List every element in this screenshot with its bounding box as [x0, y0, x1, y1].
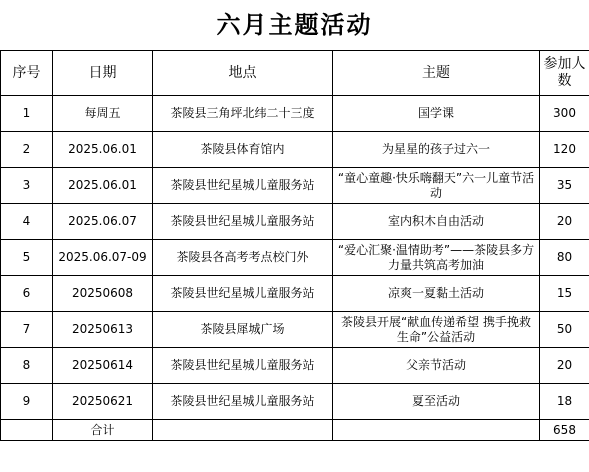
header-row: [1, 51, 589, 96]
cell-theme: “童心童趣·快乐嗨翻天”六一儿童节活动: [333, 168, 540, 204]
table-row: [1, 348, 589, 384]
table-row: [1, 96, 589, 132]
cell-date: 20250608: [53, 276, 153, 312]
header-date: 日期: [53, 51, 153, 96]
table-row: [1, 312, 589, 348]
table-row: [1, 384, 589, 420]
cell-date: 2025.06.07: [53, 204, 153, 240]
cell-location: 茶陵县三角坪北纬二十三度: [153, 96, 333, 132]
table-row: [1, 204, 589, 240]
cell-location: 茶陵县世纪星城儿童服务站: [153, 168, 333, 204]
total-row: [1, 420, 589, 441]
cell-index: 3: [1, 168, 53, 204]
cell-theme: 夏至活动: [333, 384, 540, 420]
table-row: [1, 240, 589, 276]
cell-location: 茶陵县世纪星城儿童服务站: [153, 384, 333, 420]
cell-location: 茶陵县犀城广场: [153, 312, 333, 348]
cell-index: 4: [1, 204, 53, 240]
cell-index: 7: [1, 312, 53, 348]
cell-participants: 18: [540, 384, 589, 420]
cell-theme: “爱心汇聚·温情助考”——茶陵县多方力量共筑高考加油: [333, 240, 540, 276]
header-location: 地点: [153, 51, 333, 96]
table-row: [1, 168, 589, 204]
cell-index: 6: [1, 276, 53, 312]
cell-date: 每周五: [53, 96, 153, 132]
table-row: [1, 276, 589, 312]
cell-theme: 凉爽一夏黏土活动: [333, 276, 540, 312]
cell-date: 2025.06.07-09: [53, 240, 153, 276]
total-index: [1, 420, 53, 441]
cell-participants: 15: [540, 276, 589, 312]
cell-date: 20250621: [53, 384, 153, 420]
cell-index: 5: [1, 240, 53, 276]
cell-participants: 50: [540, 312, 589, 348]
total-label: 合计: [53, 420, 153, 441]
cell-index: 9: [1, 384, 53, 420]
cell-location: 茶陵县世纪星城儿童服务站: [153, 276, 333, 312]
header-index: 序号: [1, 51, 53, 96]
cell-participants: 35: [540, 168, 589, 204]
total-value: 658: [540, 420, 589, 441]
cell-participants: 300: [540, 96, 589, 132]
cell-index: 1: [1, 96, 53, 132]
header-participants: 参加人数: [540, 51, 589, 96]
cell-theme: 为星星的孩子过六一: [333, 132, 540, 168]
cell-index: 2: [1, 132, 53, 168]
cell-location: 茶陵县世纪星城儿童服务站: [153, 348, 333, 384]
total-location: [153, 420, 333, 441]
cell-participants: 20: [540, 348, 589, 384]
activity-table: [0, 50, 589, 441]
header-theme: 主题: [333, 51, 540, 96]
cell-participants: 80: [540, 240, 589, 276]
cell-index: 8: [1, 348, 53, 384]
cell-location: 茶陵县世纪星城儿童服务站: [153, 204, 333, 240]
page-title: 六月主题活动: [216, 10, 373, 39]
cell-date: 2025.06.01: [53, 132, 153, 168]
total-theme: [333, 420, 540, 441]
cell-location: 茶陵县体育馆内: [153, 132, 333, 168]
cell-date: 2025.06.01: [53, 168, 153, 204]
cell-date: 20250614: [53, 348, 153, 384]
cell-theme: 茶陵县开展“献血传递希望 携手挽救生命”公益活动: [333, 312, 540, 348]
table-row: [1, 132, 589, 168]
cell-theme: 室内积木自由活动: [333, 204, 540, 240]
cell-participants: 120: [540, 132, 589, 168]
cell-theme: 父亲节活动: [333, 348, 540, 384]
cell-location: 茶陵县各高考考点校门外: [153, 240, 333, 276]
cell-date: 20250613: [53, 312, 153, 348]
cell-theme: 国学课: [333, 96, 540, 132]
cell-participants: 20: [540, 204, 589, 240]
